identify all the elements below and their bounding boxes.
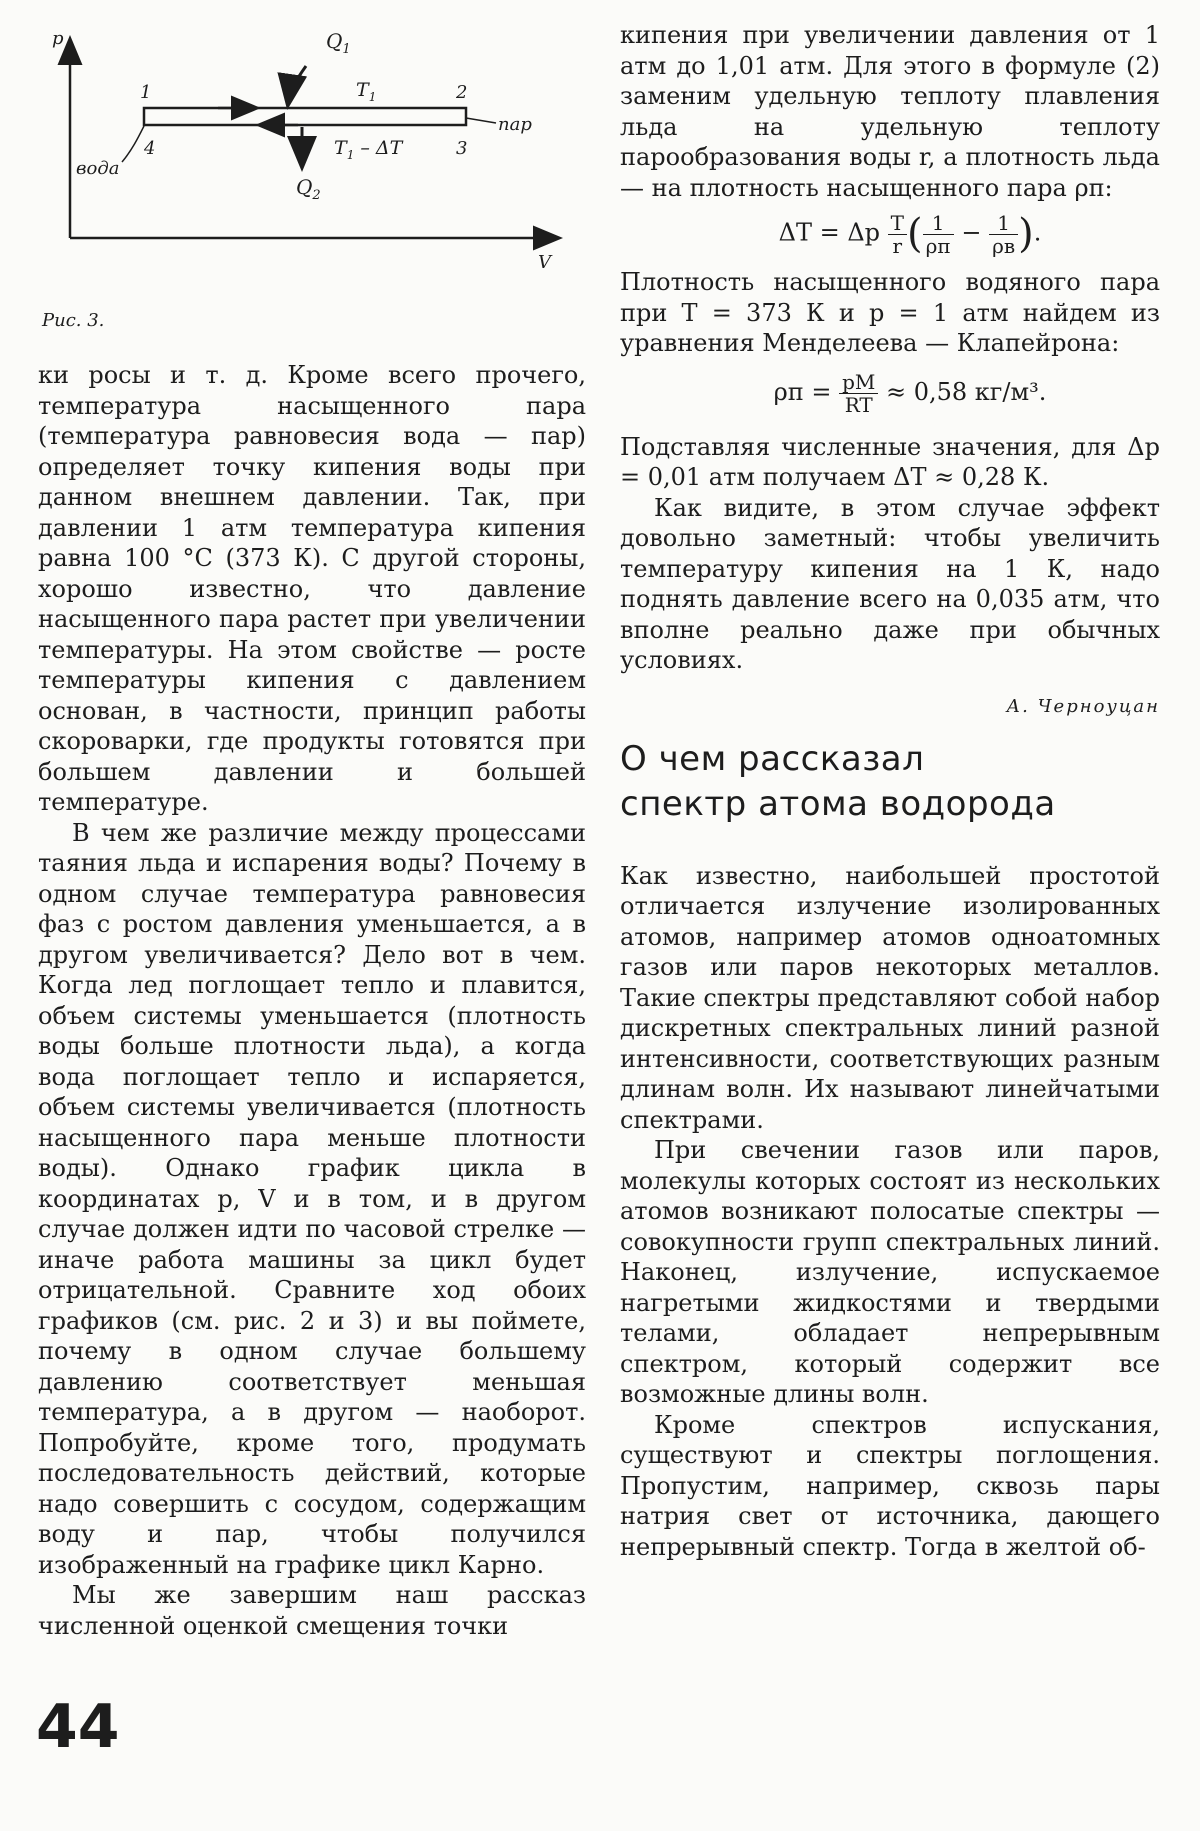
formula1-end: . [1033, 218, 1042, 247]
heading-line-2: спектр атома водорода [620, 783, 1056, 824]
pv-cycle-diagram [38, 28, 578, 268]
formula2-den: RT [844, 392, 873, 417]
formula1-b-den: ρв [992, 233, 1016, 258]
cycle-rectangle [144, 108, 466, 125]
formula2-rhs: ≈ 0,58 кг/м³. [886, 377, 1047, 406]
q2-label: $Q_2$ [296, 175, 321, 203]
left-column [38, 360, 586, 1641]
formula2-num: pM [839, 371, 878, 394]
t1-minus-dt-label: $T_1$ – ΔT [334, 137, 403, 162]
formula1-fraction-a [923, 212, 954, 257]
formula1-paren-close: ) [1018, 211, 1034, 257]
point-1: 1 [140, 82, 152, 103]
right-paragraph-6: При свечении газов или паров, молекулы которых состоят из нескольких атомов возникают полосатые спектры — совокупности групп спектральных линий. Наконец, излучение, испускаемое нагретыми жидкостями и твердыми телами, обладает непрерывным спектром, который содержит все возможные длины волн. [620, 1136, 1160, 1408]
steam-pointer [466, 118, 496, 123]
q1-arrow [288, 66, 306, 104]
axis-v-label: V [538, 252, 551, 268]
author-signature: А. Черноуцан [1006, 695, 1160, 717]
formula1-paren-open: ( [907, 211, 923, 257]
axis-p-label: p [52, 28, 64, 49]
water-pointer [122, 126, 144, 162]
formula1-num: T [888, 212, 907, 235]
right-paragraph-5: Как известно, наибольшей простотой отличается излучение изолированных атомов, например атомов одноатомных газов или паров некоторых металлов. Такие спектры представляют собой набор дискретных спектральных линий разной интенсивности, соответствующих разным длинам волн. Их называют линейчатыми спектрами. [620, 861, 1160, 1134]
formula1-b-num: 1 [989, 212, 1018, 235]
q1-label: $Q_1$ [326, 29, 351, 57]
point-2: 2 [456, 82, 468, 103]
steam-label: пар [498, 114, 532, 135]
right-paragraph-2: Плотность насыщенного водяного пара при T = 373 К и p = 1 атм найдем из уравнения Менделеева — Клапейрона: [620, 268, 1160, 357]
right-paragraph-1: кипения при увеличении давления от 1 атм до 1,01 атм. Для этого в формуле (2) заменим удельную теплоту плавления льда на удельную теплоту парообразования воды r, а плотность льда — на плотность насыщенного пара ρп: [620, 21, 1160, 202]
formula2-lhs: ρп = [773, 377, 832, 406]
right-column [620, 20, 1160, 1562]
right-paragraph-4: Как видите, в этом случае эффект довольно заметный: чтобы увеличить температуру кипения на 1 К, надо поднять давление всего на 0,035 атм, что вполне реально даже при обычных условиях. [620, 493, 1160, 674]
formula1-fraction-b [989, 212, 1018, 257]
formula-density [660, 371, 1160, 416]
article-heading [620, 737, 1160, 827]
point-3: 3 [456, 138, 468, 159]
page-number: 44 [36, 1692, 120, 1762]
formula1-den: r [892, 233, 903, 258]
figure-caption: Рис. 3. [42, 310, 105, 331]
t1-label: $T_1$ [356, 79, 377, 104]
right-paragraph-7: Кроме спектров испускания, существуют и спектры поглощения. Пропустим, например, сквозь пары натрия свет от источника, дающего непрерывный спектр. Тогда в желтой об- [620, 1410, 1160, 1561]
left-paragraph-2: В чем же различие между процессами таяния льда и испарения воды? Почему в одном случае температура равновесия фаз с ростом давления уменьшается, а в другом увеличивается? Дело вот в чем. Когда лед поглощает тепло и плавится, объем системы уменьшается (плотность воды больше плотности льда), а когда вода поглощает тепло и испаряется, объем системы увеличивается (плотность насыщенного пара меньше плотности воды). Однако график цикла в координатах p, V и в том, и в другом случае должен идти по часовой стрелке — иначе работа машины за цикл будет отрицательной. Сравните ход обоих графиков (см. рис. 2 и 3) и вы поймете, почему в одном случае большему давлению соответствует меньшая температура, а в другом — наоборот. Попробуйте, кроме того, продумать последовательность действий, которые надо совершить с сосудом, содержащим воду и пар, чтобы получился изображенный на графике цикл Карно. [38, 818, 586, 1579]
point-4: 4 [144, 138, 156, 159]
formula1-fraction-t-r [888, 212, 907, 257]
formula-delta-t [660, 211, 1160, 257]
formula1-a-num: 1 [923, 212, 954, 235]
formula1-a-den: ρп [925, 233, 951, 258]
left-paragraph-1: ки росы и т. д. Кроме всего прочего, температура насыщенного пара (температура равновесия вода — пар) определяет точку кипения воды при данном внешнем давлении. Так, при давлении 1 атм температура кипения равна 100 °C (373 К). С другой стороны, хорошо известно, что давление насыщенного пара растет при увеличении температуры. На этом свойстве — росте температуры кипения с давлением основан, в частности, принцип работы скороварки, где продукты готовятся при большем давлении и большей температуре. [38, 361, 586, 816]
right-paragraph-3: Подставляя численные значения, для Δp = 0,01 атм получаем ΔT ≈ 0,28 К. [620, 432, 1160, 491]
formula2-fraction [839, 371, 878, 416]
water-label: вода [76, 158, 120, 179]
heading-line-1: О чем рассказал [620, 738, 925, 779]
formula1-minus: − [961, 218, 982, 247]
left-paragraph-3: Мы же завершим наш рассказ численной оценкой смещения точки [38, 1581, 586, 1640]
formula1-lhs: ΔT = Δp [778, 218, 881, 247]
